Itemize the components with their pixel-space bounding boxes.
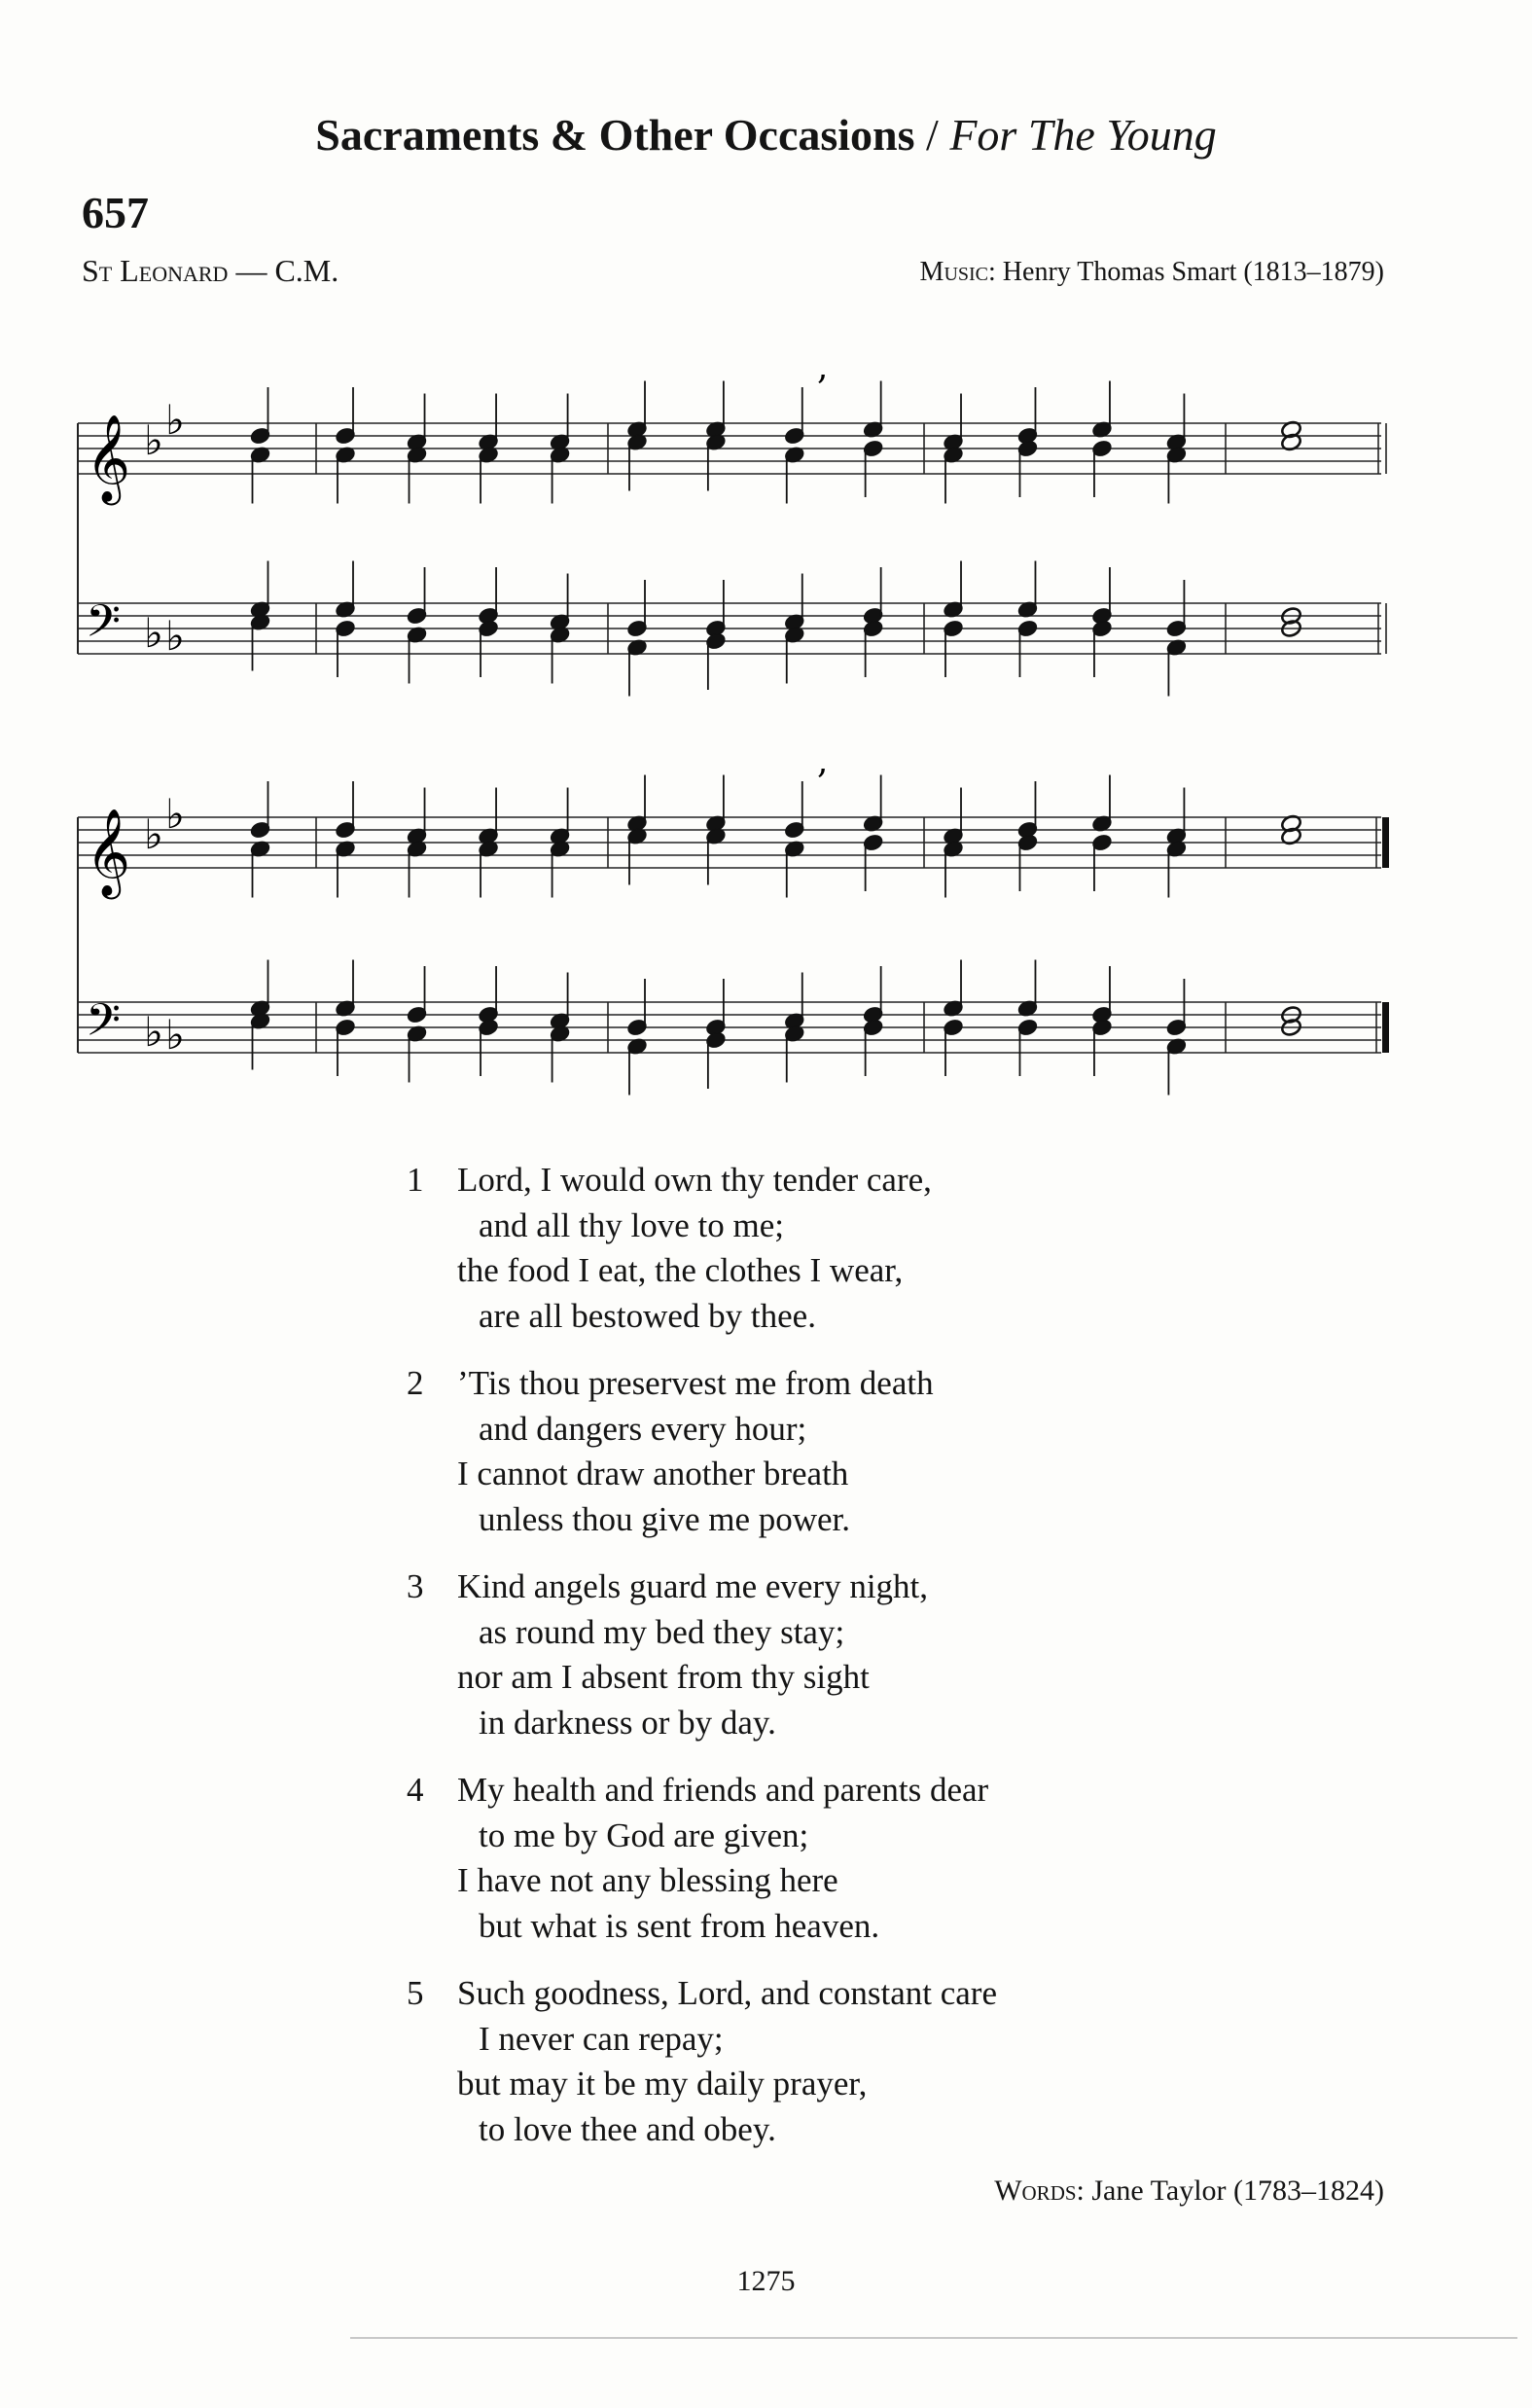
verse-number: 2: [407, 1364, 424, 1402]
verse-line: to me by God are given;: [479, 1815, 809, 1854]
final-barline: [1382, 817, 1389, 868]
music-credit: [920, 257, 1384, 288]
hymn-verses: [407, 1158, 1146, 2174]
subsection-title: For The Young: [949, 110, 1217, 160]
words-credit: [994, 2174, 1384, 2208]
key-signature-flat-icon: ♭: [144, 609, 163, 657]
verse-line: unless thou give me power.: [479, 1499, 851, 1538]
verse-3: [407, 1564, 1146, 1745]
breath-mark: ,: [817, 360, 829, 387]
verse-line: and all thy love to me;: [479, 1205, 784, 1244]
verse-line: and dangers every hour;: [479, 1409, 807, 1448]
heading-separator: /: [914, 110, 950, 160]
page-number: 1275: [736, 2265, 796, 2297]
verse-1: [407, 1158, 1146, 1339]
footer-rule: [350, 2337, 1517, 2339]
verse-4: [407, 1768, 1146, 1949]
verse-line: to love thee and obey.: [479, 2109, 776, 2148]
verse-line: in darkness or by day.: [479, 1703, 776, 1742]
verse-line: but what is sent from heaven.: [479, 1906, 880, 1945]
key-signature-flat-icon: ♭: [165, 396, 185, 444]
verse-line: but may it be my daily prayer,: [457, 2065, 868, 2103]
verse-line: My health and friends and parents dear: [457, 1771, 989, 1809]
key-signature-flat-icon: ♭: [144, 1008, 163, 1056]
section-heading: [0, 109, 1532, 161]
verse-number: 5: [407, 1974, 424, 2012]
score-system-1: [68, 360, 1396, 710]
key-signature-flat-icon: ♭: [165, 1011, 185, 1059]
verse-5: [407, 1971, 1146, 2152]
verse-line: Lord, I would own thy tender care,: [457, 1161, 932, 1199]
author: : Jane Taylor (1783–1824): [1076, 2174, 1384, 2207]
treble-clef-icon: 𝄞: [86, 414, 131, 502]
score-system-2: [68, 759, 1396, 1099]
verse-line: Such goodness, Lord, and constant care: [457, 1974, 997, 2012]
key-signature-flat-icon: ♭: [165, 612, 185, 660]
breath-mark: ,: [817, 759, 829, 781]
treble-clef-icon: 𝄞: [86, 809, 131, 896]
verse-number: 1: [407, 1161, 424, 1199]
composer: : Henry Thomas Smart (1813–1879): [988, 257, 1384, 287]
verse-line: Kind angels guard me every night,: [457, 1567, 929, 1605]
verse-line: I never can repay;: [479, 2019, 724, 2058]
tune-line: [82, 253, 338, 289]
verse-line: the food I eat, the clothes I wear,: [457, 1251, 904, 1289]
final-barline: [1382, 1002, 1389, 1053]
music-label: Music: [919, 257, 989, 287]
verse-number: 3: [407, 1567, 424, 1605]
verse-line: ’Tis thou preservest me from death: [457, 1364, 934, 1402]
verse-2: [407, 1361, 1146, 1542]
key-signature-flat-icon: ♭: [144, 416, 163, 464]
meter: — C.M.: [228, 253, 339, 288]
verse-number: 4: [407, 1771, 424, 1809]
hymn-number: 657: [82, 188, 149, 237]
verse-line: nor am I absent from thy sight: [457, 1658, 870, 1696]
key-signature-flat-icon: ♭: [165, 790, 185, 838]
verse-line: I cannot draw another breath: [457, 1455, 849, 1492]
bass-clef-icon: 𝄢: [86, 994, 122, 1058]
verse-line: as round my bed they stay;: [479, 1612, 845, 1651]
bass-clef-icon: 𝄢: [86, 595, 122, 659]
verse-line: are all bestowed by thee.: [479, 1296, 816, 1335]
tune-name: St Leonard: [82, 253, 229, 288]
section-title: Sacraments & Other Occasions: [315, 110, 915, 160]
words-label: Words: [994, 2174, 1077, 2207]
verse-line: I have not any blessing here: [457, 1861, 838, 1899]
key-signature-flat-icon: ♭: [144, 810, 163, 858]
